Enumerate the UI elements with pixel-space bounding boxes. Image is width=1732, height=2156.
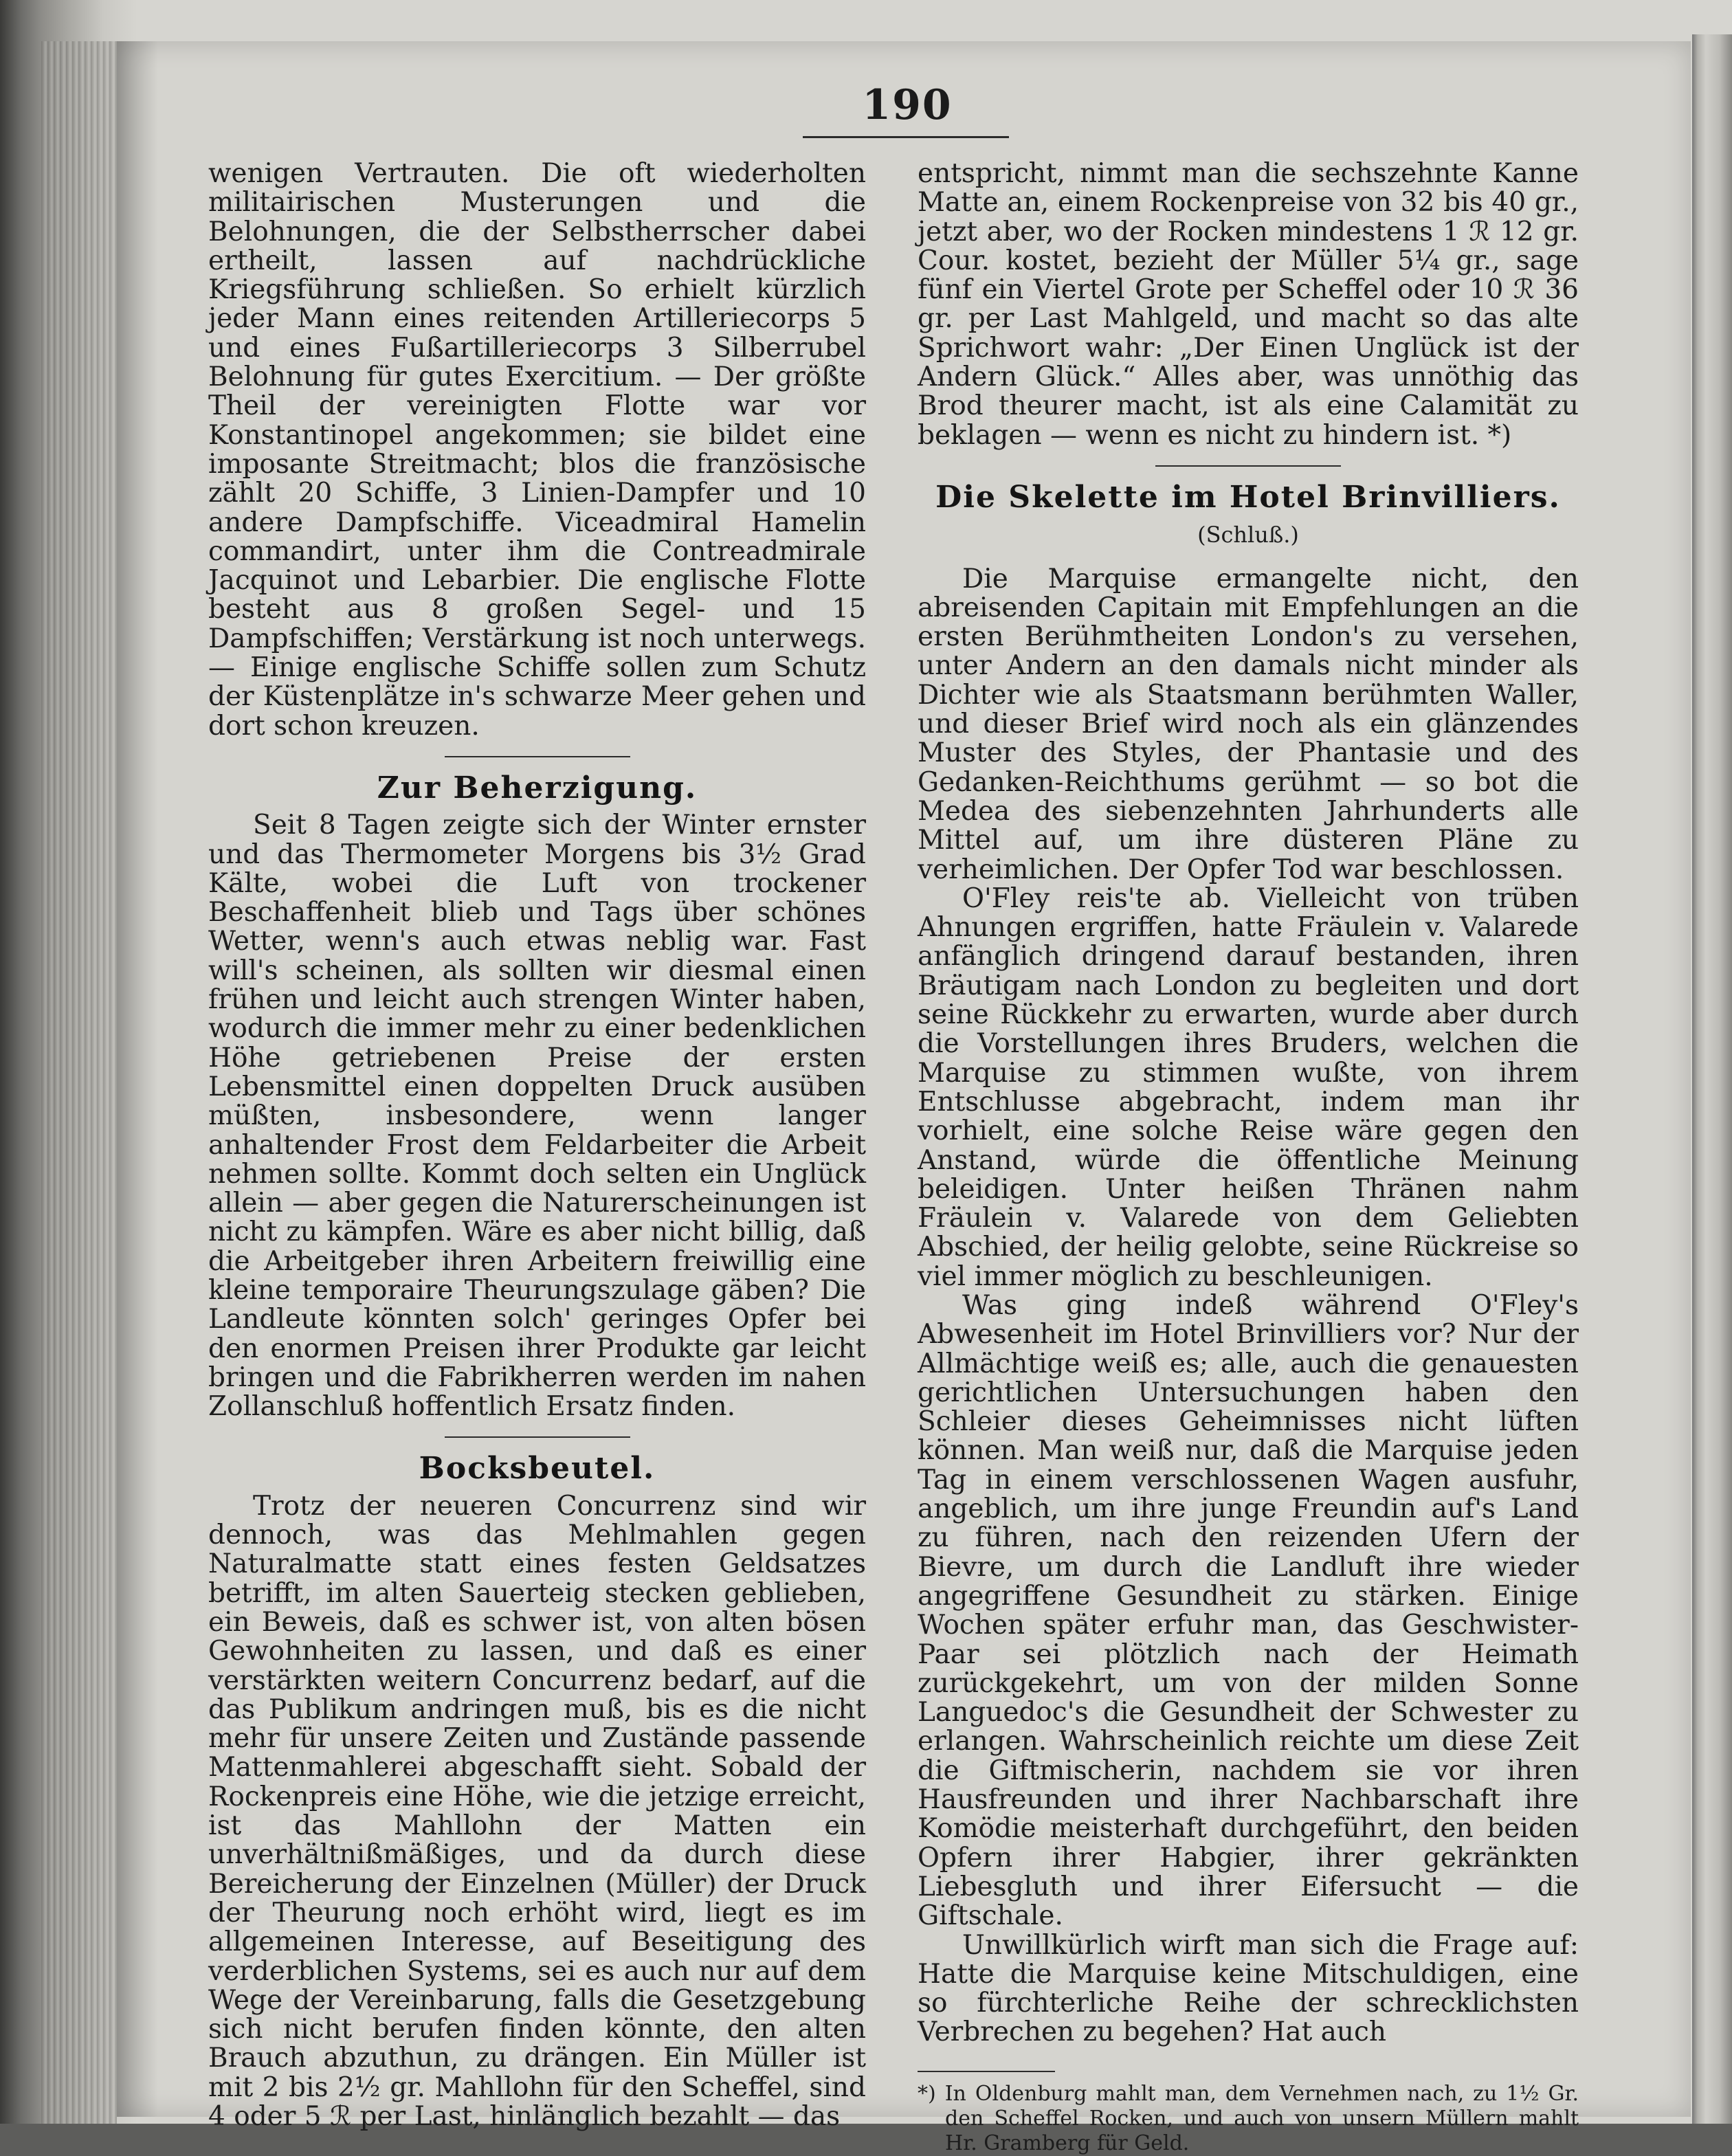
heading-zur-beherzigung: Zur Beherzigung. (377, 770, 698, 805)
book-gutter-edges (41, 41, 117, 2124)
skelette-paragraph: Unwillkürlich wirft man sich die Frage auf: Hatte die Marquise keine Mitschuldigen, eine so fürchterliche Reihe der schrecklichsten Verbrechen zu begehen? Hat auch (918, 1929, 1579, 2048)
header-rule (803, 136, 1009, 138)
right-column (918, 159, 1579, 2156)
subheading-schluss: (Schluß.) (1197, 522, 1299, 548)
right-continued-paragraph: entspricht, nimmt man die sechszehnte Kanne Matte an, einem Rockenpreise von 32 bis 40 gr., jetzt aber, wo der Rocken mindestens 1 ℛ 12 gr. Cour. kostet, bezieht der Müller 5¼ gr., sage fünf ein Viertel Grote per Scheffel oder 10 ℛ 36 gr. per Last Mahlgeld, und macht so das alte Sprichwort wahr: „Der Einen Unglück ist der Andern Glück.“ Alles aber, was unnöthig das Brod theurer macht, ist als eine Calamität zu beklagen — wenn es nicht zu hindern ist. *) (918, 158, 1579, 451)
section-separator (445, 1436, 630, 1438)
skelette-paragraph: O'Fley reis'te ab. Vielleicht von trüben Ahnungen ergriffen, hatte Fräulein v. Valarede anfänglich dringend darauf bestanden, ihren Bräutigam nach London zu begleiten und dort seine Rückkehr zu erwarten, wurde aber durch die Vorstellungen ihres Bruders, welchen die Marquise zu stimmen wußte, von ihrem Entschlusse abgebracht, indem man ihr vorhielt, eine solche Reise wäre gegen den Anstand, würde die öffentliche Meinung beleidigen. Unter heißen Thränen nahm Fräulein v. Valarede von dem Geliebten Abschied, der heilig gelobte, seine Rückreise so viel immer möglich zu beschleunigen. (918, 882, 1579, 1292)
heading-bocksbeutel: Bocksbeutel. (419, 1451, 656, 1487)
footnote: *) In Oldenburg mahlt man, dem Vernehmen nach, zu 1½ Gr. den Scheffel Rocken, und auch von unsern Müllern mahlt Hr. Gramberg für Geld. (918, 2081, 1579, 2155)
heading-skelette: Die Skelette im Hotel Brinvilliers. (935, 479, 1561, 515)
section-separator (1155, 465, 1341, 467)
zur-beherzigung-text: Seit 8 Tagen zeigte sich der Winter ernster und das Thermometer Morgens bis 3½ Grad Kälte, wobei die Luft von trockener Beschaffenheit blieb und Tags über schönes Wetter, wenn's auch etwas neblig war. Fast will's scheinen, als sollten wir diesmal einen frühen und leicht auch strengen Winter haben, wodurch die immer mehr zu einer bedenklichen Höhe getriebenen Preise der ersten Lebensmittel einen doppelten Druck ausüben müßten, insbesondere, wenn langer anhaltender Frost dem Feldarbeiter die Arbeit nehmen sollte. Kommt doch selten ein Unglück allein — aber gegen die Naturerscheinungen ist nicht zu kämpfen. Wäre es aber nicht billig, daß die Arbeitgeber ihren Arbeitern freiwillig eine kleine temporaire Theurungszulage gäben? Die Landleute könnten solch' geringes Opfer bei den enormen Preisen ihrer Produkte gar leicht bringen und die Fabrikherren werden im nahen Zollanschluß hoffentlich Ersatz finden. (208, 810, 866, 1423)
section-separator (445, 756, 630, 757)
page-number: 190 (862, 81, 953, 129)
left-column (208, 159, 866, 2131)
skelette-paragraph: Was ging indeß während O'Fley's Abwesenheit im Hotel Brinvilliers vor? Nur der Allmächtige weiß es; alle, auch die genauesten gerichtlichen Untersuchungen haben den Schleier dieses Geheimnisses nicht lüften können. Man weiß nur, daß die Marquise jeden Tag in einem verschlossenen Wagen ausfuhr, angeblich, um ihre junge Freundin auf's Land zu führen, nach den reizenden Ufern der Bievre, um durch die Landluft ihre wieder angegriffene Gesundheit zu stärken. Einige Wochen später erfuhr man, das Geschwister-Paar sei plötzlich nach der Heimath zurückgekehrt, um von der milden Sonne Languedoc's die Gesundheit der Schwester zu erlangen. Wahrscheinlich reichte um diese Zeit die Giftmischerin, nachdem sie vor ihren Hausfreunden und ihrer Nachbarschaft ihre Komödie meisterhaft durchgeführt, den beiden Opfern ihrer Habgier, ihrer gekränkten Liebesgluth und ihrer Eifersucht — die Giftschale. (918, 1289, 1579, 1932)
left-continued-paragraph: wenigen Vertrauten. Die oft wiederholten militairischen Musterungen und die Belohnungen, die der Selbstherrscher dabei ertheilt, lassen auf nachdrückliche Kriegsführung schließen. So erhielt kürzlich jeder Mann eines reitenden Artilleriecorps 5 und eines Fußartilleriecorps 3 Silberrubel Belohnung für gutes Exercitium. — Der größte Theil der vereinigten Flotte war vor Konstantinopel angekommen; sie bildet eine imposante Streitmacht; blos die französische zählt 20 Schiffe, 3 Linien-Dampfer und 10 andere Dampfschiffe. Viceadmiral Hamelin commandirt, unter ihm die Contreadmirale Jacquinot und Lebarbier. Die englische Flotte besteht aus 8 großen Segel- und 15 Dampfschiffen; Verstärkung ist noch unterwegs. — Einige englische Schiffe sollen zum Schutz der Küstenplätze in's schwarze Meer gehen und dort schon kreuzen. (208, 158, 866, 742)
bocksbeutel-text: Trotz der neueren Concurrenz sind wir dennoch, was das Mehlmahlen gegen Naturalmatte statt eines festen Geldsatzes betrifft, im alten Sauerteig stecken geblieben, ein Beweis, daß es schwer ist, von alten bösen Gewohnheiten zu lassen, und daß es einer verstärkten weitern Concurrenz bedarf, auf die das Publikum andringen muß, bis es die nicht mehr für unsere Zeiten und Zustände passende Mattenmahlerei abgeschafft sieht. Sobald der Rockenpreis eine Höhe, wie die jetzige erreicht, ist das Mahllohn der Matten ein unverhältnißmäßiges, und da durch diese Bereicherung der Einzelnen (Müller) der Druck der Theurung noch erhöht wird, liegt es im allgemeinen Interesse, auf Beseitigung des verderblichen Systems, sei es auch nur auf dem Wege der Vereinbarung, falls die Gesetzgebung sich nicht berufen finden könnte, den alten Brauch abzuthun, zu drängen. Ein Müller ist mit 2 bis 2½ gr. Mahllohn für den Scheffel, sind 4 oder 5 ℛ per Last, hinlänglich bezahlt — das (208, 1490, 866, 2132)
gutter-shadow (117, 41, 158, 2117)
page-edge-right (1692, 34, 1732, 2124)
skelette-paragraph: Die Marquise ermangelte nicht, den abreisenden Capitain mit Empfehlungen an die ersten Berühmtheiten London's zu versehen, unter Andern an den damals nicht minder als Dichter wie als Staatsmann berühmten Waller, und dieser Brief wird noch als ein glänzendes Muster des Styles, der Phantasie und des Gedanken-Reichthums gerühmt — so bot die Medea des siebenzehnten Jahrhunderts alle Mittel auf, um ihre düsteren Pläne zu verheimlichen. Der Opfer Tod war beschlossen. (918, 563, 1579, 885)
footnote-rule (918, 2071, 1055, 2072)
